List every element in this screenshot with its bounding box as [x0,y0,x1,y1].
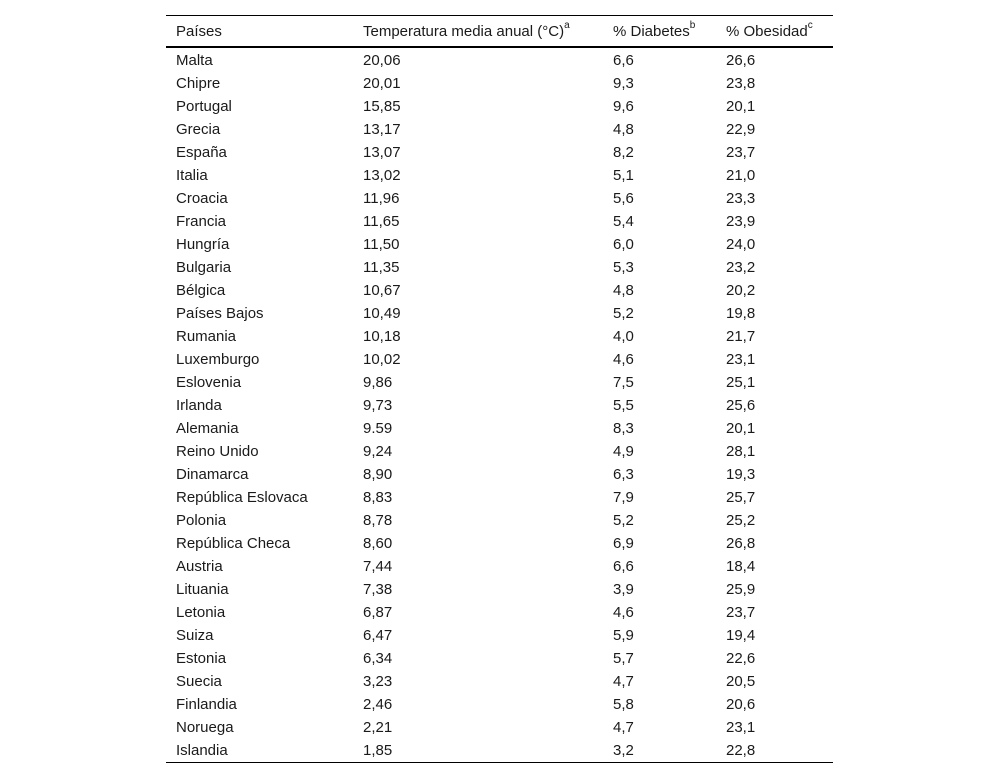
cell-temperature: 13,17 [363,121,401,138]
countries-table [166,15,833,763]
table-row [166,693,833,716]
cell-temperature: 9,86 [363,374,393,391]
cell-temperature: 9.59 [363,420,393,437]
cell-obesity: 23,9 [726,213,756,230]
cell-country: Austria [176,558,223,575]
cell-diabetes: 7,9 [613,489,634,506]
table-row [166,95,833,118]
cell-obesity: 20,2 [726,282,756,299]
table-row [166,141,833,164]
cell-diabetes: 5,7 [613,650,634,667]
cell-diabetes: 6,6 [613,558,634,575]
cell-country: Luxemburgo [176,351,260,368]
cell-obesity: 22,8 [726,742,756,759]
cell-obesity: 23,1 [726,719,756,736]
table-row [166,509,833,532]
cell-temperature: 10,67 [363,282,401,299]
cell-diabetes: 4,8 [613,121,634,138]
cell-temperature: 20,01 [363,75,401,92]
table-row [166,47,833,72]
cell-temperature: 6,47 [363,627,393,644]
cell-diabetes: 5,1 [613,167,634,184]
footnote-marker-c: c [807,19,813,31]
cell-obesity: 25,6 [726,397,756,414]
cell-obesity: 19,3 [726,466,756,483]
header-country [166,16,353,48]
table-row [166,417,833,440]
cell-diabetes: 9,6 [613,98,634,115]
cell-obesity: 26,6 [726,52,756,69]
cell-temperature: 15,85 [363,98,401,115]
table-row [166,187,833,210]
cell-temperature: 2,21 [363,719,393,736]
cell-diabetes: 6,0 [613,236,634,253]
cell-diabetes: 5,2 [613,305,634,322]
cell-temperature: 6,34 [363,650,393,667]
cell-obesity: 21,0 [726,167,756,184]
header-diabetes-label: % Diabetes [613,22,690,40]
cell-diabetes: 5,2 [613,512,634,529]
cell-obesity: 21,7 [726,328,756,345]
cell-temperature: 11,96 [363,190,400,207]
table-row [166,371,833,394]
table-row [166,302,833,325]
cell-country: Malta [176,52,213,69]
header-country-label: Países [176,22,222,40]
cell-obesity: 19,8 [726,305,756,322]
table-body [166,47,833,763]
cell-temperature: 11,65 [363,213,400,230]
cell-obesity: 22,6 [726,650,756,667]
cell-temperature: 13,02 [363,167,401,184]
table-row [166,601,833,624]
cell-diabetes: 6,6 [613,52,634,69]
cell-country: Italia [176,167,208,184]
cell-temperature: 7,44 [363,558,393,575]
cell-obesity: 25,2 [726,512,756,529]
cell-obesity: 22,9 [726,121,756,138]
cell-country: Irlanda [176,397,222,414]
cell-country: República Checa [176,535,291,552]
cell-diabetes: 4,7 [613,673,634,690]
cell-country: Rumania [176,328,237,345]
cell-country: República Eslovaca [176,489,308,506]
table-row [166,118,833,141]
cell-country: Grecia [176,121,221,138]
cell-country: Hungría [176,236,230,253]
cell-obesity: 20,5 [726,673,756,690]
cell-obesity: 19,4 [726,627,756,644]
table-row [166,486,833,509]
cell-obesity: 23,1 [726,351,756,368]
cell-diabetes: 8,2 [613,144,634,161]
table-row [166,578,833,601]
table-row [166,164,833,187]
cell-country: Dinamarca [176,466,249,483]
cell-temperature: 10,02 [363,351,401,368]
cell-diabetes: 3,2 [613,742,634,759]
cell-obesity: 25,7 [726,489,756,506]
table-row [166,739,833,763]
cell-country: Suiza [176,627,214,644]
cell-temperature: 8,60 [363,535,393,552]
cell-country: Suecia [176,673,222,690]
cell-diabetes: 6,9 [613,535,634,552]
cell-temperature: 20,06 [363,52,401,69]
cell-obesity: 23,3 [726,190,756,207]
cell-country: Lituania [176,581,229,598]
table-row [166,233,833,256]
cell-country: Alemania [176,420,239,437]
cell-temperature: 11,35 [363,259,400,276]
cell-obesity: 26,8 [726,535,756,552]
cell-diabetes: 5,3 [613,259,634,276]
cell-obesity: 25,9 [726,581,756,598]
table-header [166,16,833,48]
table-row [166,440,833,463]
cell-temperature: 11,50 [363,236,400,253]
table-row [166,555,833,578]
cell-diabetes: 4,7 [613,719,634,736]
cell-country: España [176,144,227,161]
table-row [166,72,833,95]
cell-temperature: 8,83 [363,489,393,506]
cell-obesity: 23,7 [726,144,756,161]
header-row [166,16,833,48]
cell-diabetes: 4,8 [613,282,634,299]
cell-country: Reino Unido [176,443,259,460]
cell-obesity: 18,4 [726,558,756,575]
cell-temperature: 9,24 [363,443,393,460]
cell-temperature: 3,23 [363,673,393,690]
cell-temperature: 6,87 [363,604,393,621]
table-row [166,532,833,555]
table-row [166,279,833,302]
table-row [166,348,833,371]
cell-country: Noruega [176,719,234,736]
cell-obesity: 23,8 [726,75,756,92]
table-row [166,670,833,693]
cell-country: Polonia [176,512,227,529]
header-temperature-label: Temperatura media anual (°C) [363,22,565,40]
header-diabetes [603,16,716,48]
table-row [166,716,833,739]
table-row [166,647,833,670]
header-obesity-label: % Obesidad [726,22,808,40]
cell-country: Croacia [176,190,228,207]
cell-country: Chipre [176,75,221,92]
cell-diabetes: 4,6 [613,351,634,368]
cell-obesity: 23,7 [726,604,756,621]
cell-diabetes: 5,6 [613,190,634,207]
cell-temperature: 1,85 [363,742,393,759]
cell-diabetes: 8,3 [613,420,634,437]
cell-diabetes: 4,9 [613,443,634,460]
table-row [166,463,833,486]
cell-temperature: 10,49 [363,305,401,322]
cell-country: Bulgaria [176,259,232,276]
cell-diabetes: 3,9 [613,581,634,598]
cell-diabetes: 4,6 [613,604,634,621]
cell-obesity: 25,1 [726,374,756,391]
cell-country: Finlandia [176,696,237,713]
cell-diabetes: 5,4 [613,213,634,230]
cell-country: Portugal [176,98,232,115]
table-row [166,624,833,647]
cell-temperature: 2,46 [363,696,393,713]
cell-obesity: 20,1 [726,420,756,437]
cell-temperature: 7,38 [363,581,393,598]
cell-diabetes: 5,9 [613,627,634,644]
cell-obesity: 23,2 [726,259,756,276]
cell-temperature: 9,73 [363,397,393,414]
cell-obesity: 20,1 [726,98,756,115]
cell-country: Estonia [176,650,227,667]
cell-country: Eslovenia [176,374,242,391]
cell-country: Bélgica [176,282,226,299]
table-row [166,210,833,233]
cell-diabetes: 5,8 [613,696,634,713]
cell-temperature: 8,90 [363,466,393,483]
cell-country: Países Bajos [176,305,264,322]
cell-diabetes: 9,3 [613,75,634,92]
cell-diabetes: 7,5 [613,374,634,391]
cell-temperature: 10,18 [363,328,401,345]
cell-country: Letonia [176,604,226,621]
cell-temperature: 8,78 [363,512,393,529]
cell-diabetes: 6,3 [613,466,634,483]
cell-country: Islandia [176,742,228,759]
cell-temperature: 13,07 [363,144,401,161]
cell-obesity: 20,6 [726,696,756,713]
cell-diabetes: 4,0 [613,328,634,345]
data-table-container [166,15,833,763]
header-temperature [353,16,603,48]
header-obesity [716,16,833,48]
footnote-marker-b: b [689,19,696,31]
cell-obesity: 24,0 [726,236,756,253]
footnote-marker-a: a [564,19,570,31]
table-row [166,256,833,279]
cell-diabetes: 5,5 [613,397,634,414]
table-row [166,394,833,417]
cell-obesity: 28,1 [726,443,756,460]
table-row [166,325,833,348]
cell-country: Francia [176,213,227,230]
